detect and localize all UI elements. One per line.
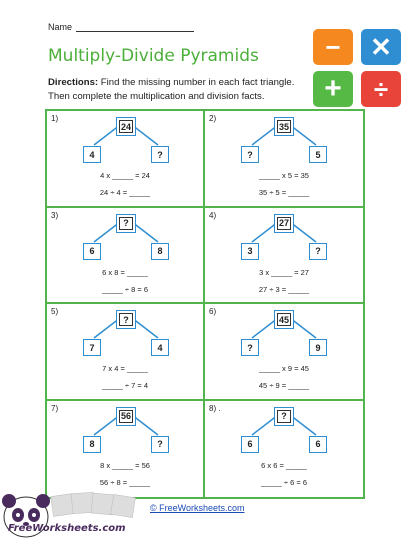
multiplication-fact: 4 x _____ = 24: [100, 171, 150, 180]
problem-number: 8) .: [209, 403, 221, 413]
plus-icon: +: [313, 71, 353, 107]
division-fact: _____ ÷ 7 = 4: [101, 381, 149, 390]
multiplication-fact: 6 x 8 = _____: [102, 267, 148, 277]
top-number-box[interactable]: 56: [116, 407, 136, 426]
multiplication-fact: 3 x _____ = 27: [259, 267, 309, 277]
minus-icon: −: [313, 29, 353, 65]
page-title: Multiply-Divide Pyramids: [48, 46, 259, 66]
right-number-box[interactable]: 8: [151, 243, 169, 260]
right-number-box[interactable]: ?: [151, 436, 169, 453]
directions-lead: Directions:: [48, 77, 99, 88]
right-number-box[interactable]: 5: [309, 146, 327, 163]
left-number-box[interactable]: 6: [83, 243, 101, 260]
name-label: Name: [48, 22, 73, 32]
right-number-box[interactable]: 4: [151, 339, 169, 356]
left-number-box[interactable]: 4: [83, 146, 101, 163]
division-fact: 45 ÷ 9 = _____: [258, 381, 310, 390]
division-fact: 35 ÷ 5 = _____: [258, 188, 310, 197]
right-number-box[interactable]: ?: [309, 243, 327, 260]
top-number-box[interactable]: 27: [274, 214, 294, 233]
problem-number: 6): [209, 307, 217, 316]
division-fact: 56 ÷ 8 = _____: [99, 477, 151, 487]
division-fact: _____ ÷ 8 = 6: [101, 284, 149, 294]
problem-grid: [45, 109, 365, 499]
top-number-box[interactable]: 35: [274, 117, 294, 136]
multiplication-fact: 7 x 4 = _____: [102, 364, 148, 373]
multiplication-fact: _____ x 9 = 45: [259, 364, 309, 373]
multiplication-fact: 8 x _____ = 56: [100, 460, 150, 470]
multiplication-fact: 6 x 6 = _____: [261, 460, 307, 470]
right-number-box[interactable]: 9: [309, 339, 327, 356]
left-number-box[interactable]: 3: [241, 243, 259, 260]
multiplication-fact: _____ x 5 = 35: [259, 171, 309, 180]
problem-cell: [205, 304, 363, 401]
problem-cell: [47, 401, 205, 498]
top-number-box[interactable]: ?: [116, 310, 136, 329]
top-number-box[interactable]: ?: [274, 407, 294, 426]
division-fact: _____ ÷ 6 = 6: [260, 477, 308, 487]
problem-cell: [47, 208, 205, 305]
left-number-box[interactable]: 7: [83, 339, 101, 356]
times-icon: ✕: [361, 29, 401, 65]
problem-number: 5): [51, 307, 59, 316]
name-field: [48, 22, 194, 32]
left-number-box[interactable]: ?: [241, 339, 259, 356]
top-number-box[interactable]: 45: [274, 310, 294, 329]
problem-number: 1): [51, 114, 59, 123]
problem-number: 3): [51, 210, 59, 220]
problem-cell: [205, 111, 363, 208]
left-number-box[interactable]: ?: [241, 146, 259, 163]
division-fact: 27 ÷ 3 = _____: [258, 284, 310, 294]
left-number-box[interactable]: 8: [83, 436, 101, 453]
logo-text: FreeWorksheets.com: [8, 523, 126, 534]
footer-link[interactable]: © FreeWorksheets.com: [150, 503, 245, 513]
problem-cell: [47, 304, 205, 401]
left-number-box[interactable]: 6: [241, 436, 259, 453]
name-line[interactable]: [76, 22, 194, 32]
problem-number: 7): [51, 403, 59, 413]
right-number-box[interactable]: 6: [309, 436, 327, 453]
division-fact: 24 ÷ 4 = _____: [99, 188, 151, 197]
operator-icons: [313, 29, 401, 107]
directions: [48, 76, 310, 104]
directions-text: Find the missing number in each fact triangle.: [100, 77, 295, 88]
problem-cell: [47, 111, 205, 208]
problem-number: 4): [209, 210, 217, 220]
divide-icon: ÷: [361, 71, 401, 107]
top-number-box[interactable]: ?: [116, 214, 136, 233]
problem-cell: [205, 208, 363, 305]
directions-text-2: Then complete the multiplication and division facts.: [48, 91, 265, 102]
top-number-box[interactable]: 24: [116, 117, 136, 136]
right-number-box[interactable]: ?: [151, 146, 169, 163]
problem-number: 2): [209, 114, 217, 123]
problem-cell: [205, 401, 363, 498]
freeworksheets-logo: [0, 487, 150, 539]
